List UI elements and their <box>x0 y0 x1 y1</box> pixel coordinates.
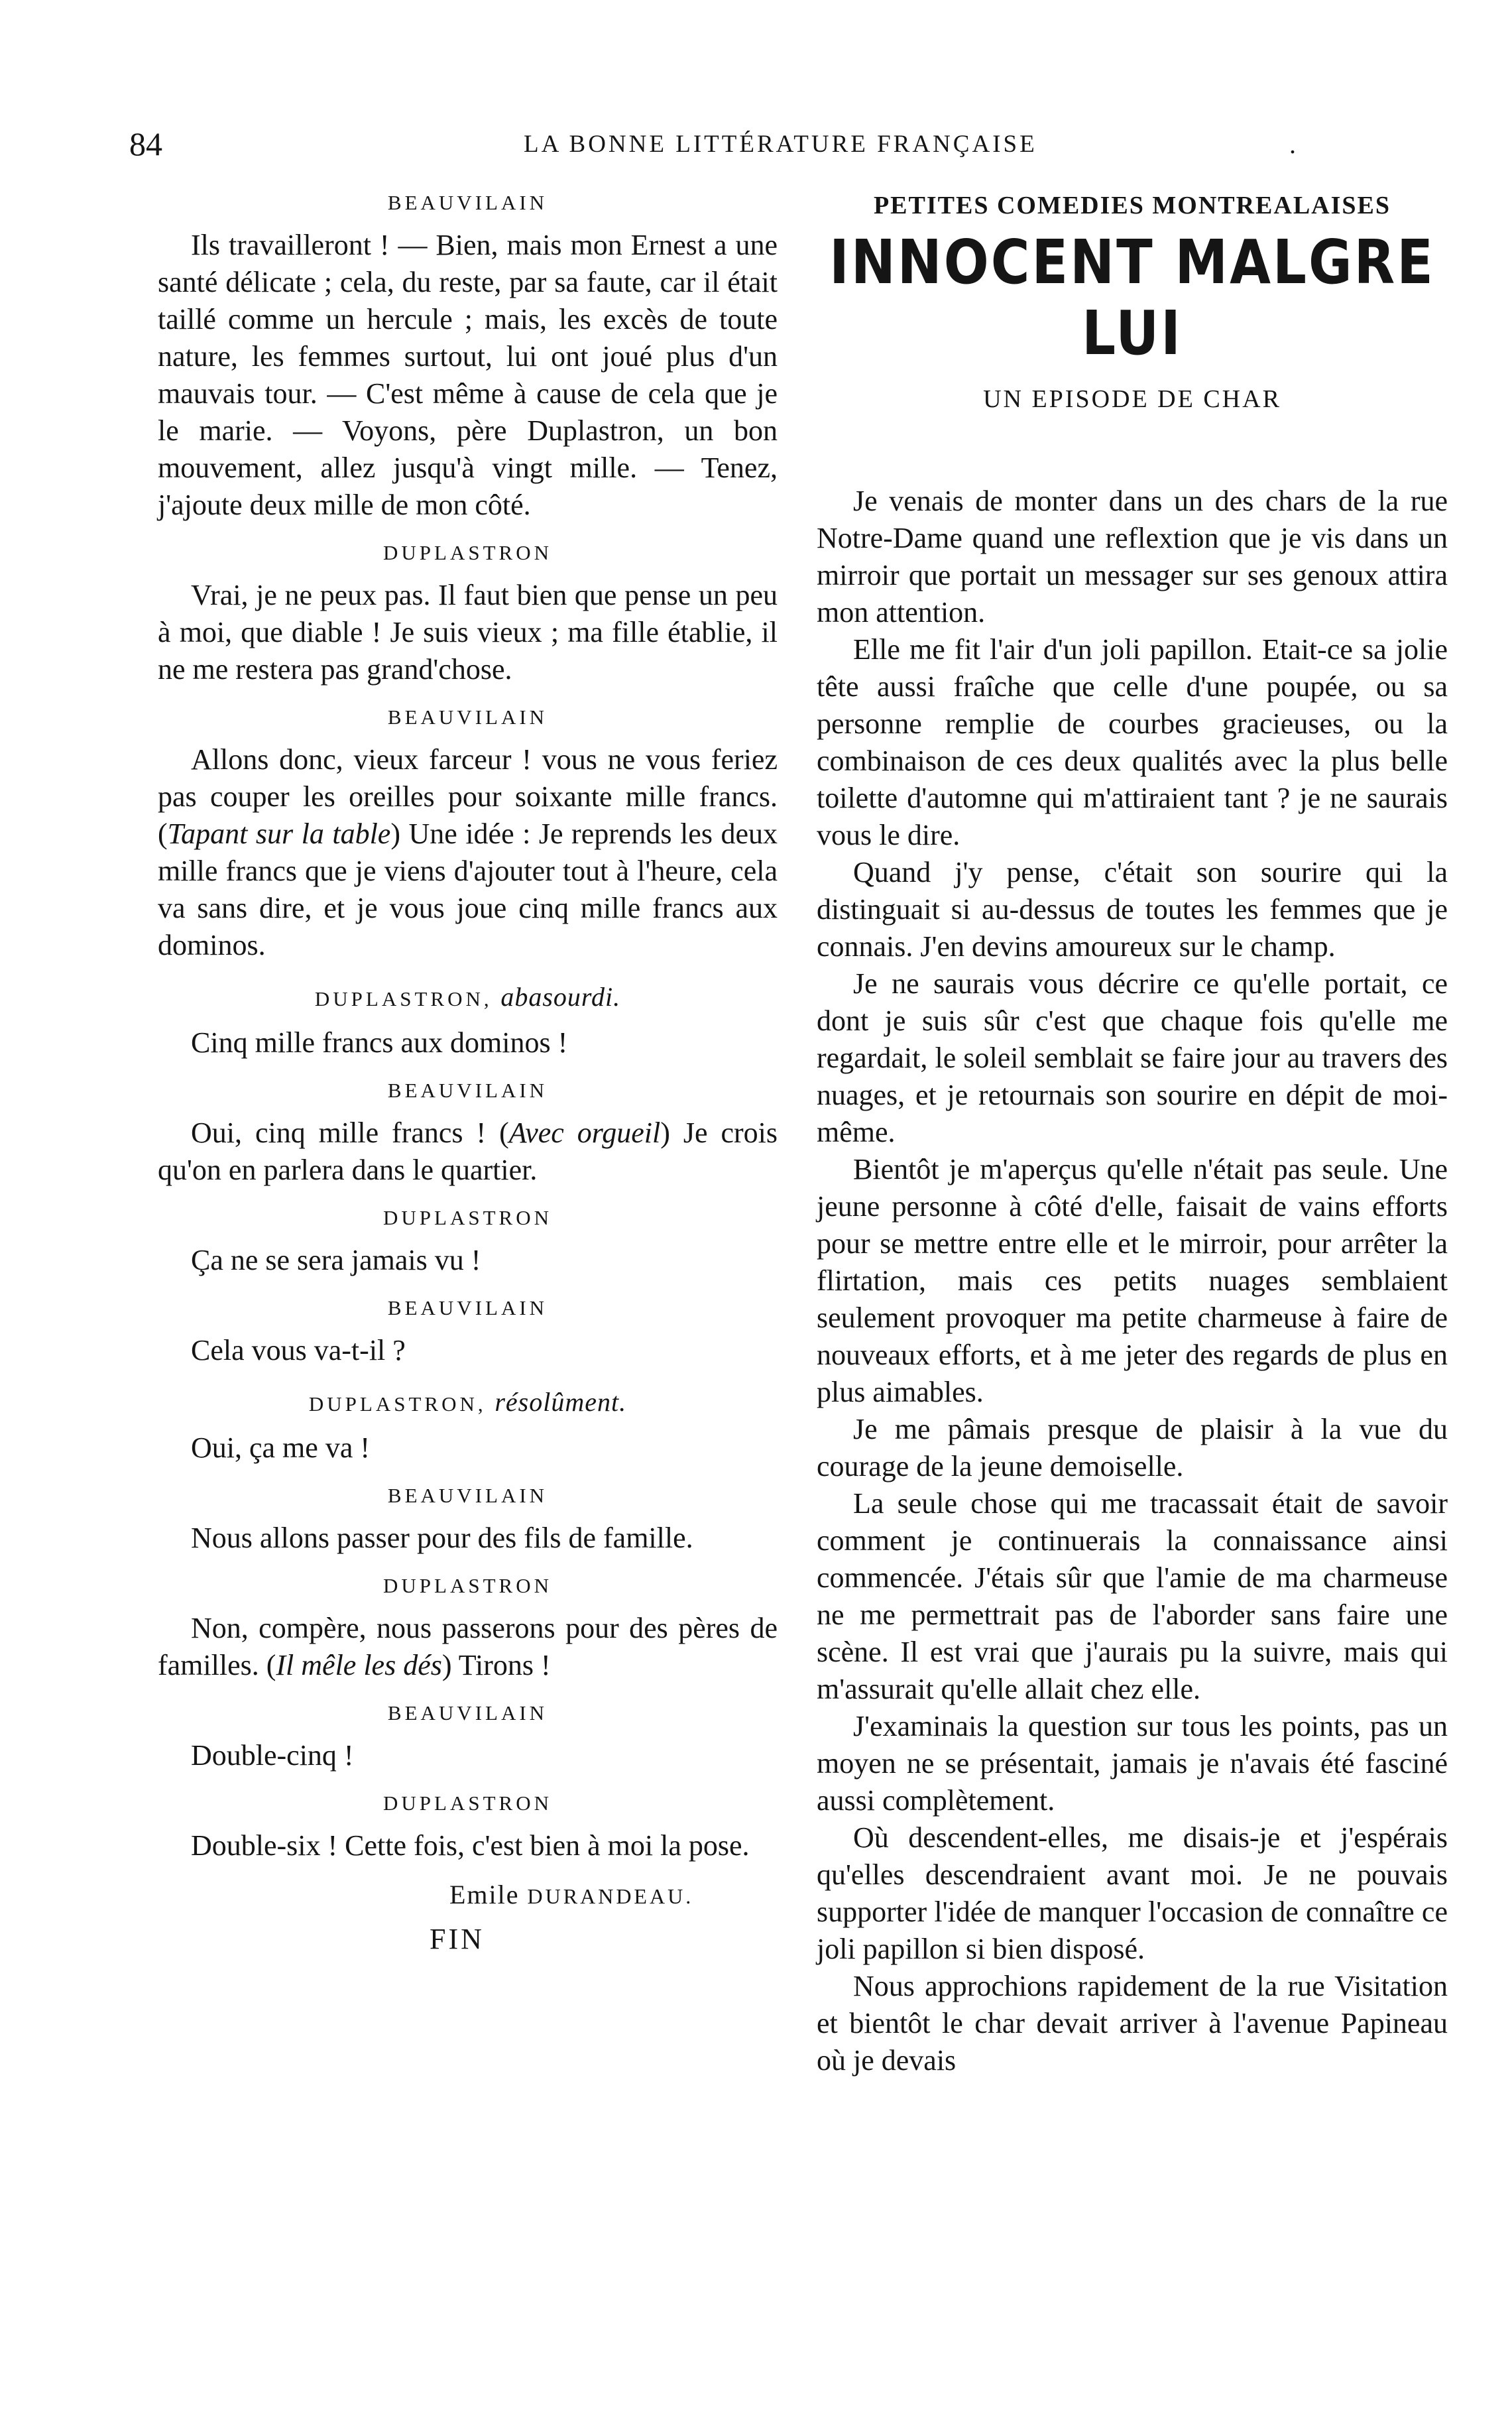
speech-text: Double-cinq ! <box>191 1739 354 1772</box>
paragraph: Bientôt je m'aperçus qu'elle n'était pas seule. Une jeune personne à côté d'elle, faisait de vains efforts pour se mettre entre elle et le mirroir, pour arrêter la flirtation, mais ces petits nuages semblaient seulement provoquer ma petite charmeuse à faire de nouveaux efforts, et à me jeter des regards de plus en plus aimables. <box>817 1153 1448 1408</box>
stage-direction: résolûment. <box>494 1387 627 1417</box>
paragraph: Je me pâmais presque de plaisir à la vue du courage de la jeune demoiselle. <box>817 1413 1448 1482</box>
speaker-label: BEAUVILAIN <box>387 1079 548 1102</box>
page-number: 84 <box>129 125 162 162</box>
paragraph: J'examinais la question sur tous les points, pas un moyen ne se présentait, jamais je n'avais été fasciné aussi complètement. <box>817 1710 1448 1817</box>
speech-text: Cinq mille francs aux dominos ! <box>191 1026 568 1059</box>
speaker-label: BEAUVILAIN <box>387 1484 548 1507</box>
speech-text: Cela vous va-t-il ? <box>191 1334 406 1366</box>
stage-direction: abasourdi. <box>500 982 621 1012</box>
header-dot: . <box>1289 129 1296 159</box>
page-header <box>129 125 1438 164</box>
story-body <box>817 483 1448 2079</box>
left-column <box>158 191 778 1956</box>
speech-text: Oui, cinq mille francs ! (Avec orgueil) Je crois qu'on en parlera dans le quartier. <box>158 1117 778 1186</box>
paragraph: Où descendent-elles, me disais-je et j'espérais qu'elles descendraient avant moi. Je ne pouvais supporter l'idée de manquer l'occasion de connaître ce joli papillon si bien disposé. <box>817 1821 1448 1965</box>
speech-text: Allons donc, vieux farceur ! vous ne vous feriez pas couper les oreilles pour soixante mille francs. (Tapant sur la table) Une idée : Je reprends les deux mille francs que je viens d'ajouter tout à l'heure, cela va sans dire, et je vous joue cinq mille francs aux dominos. <box>158 743 778 961</box>
stage-direction: Tapant sur la table <box>167 817 391 850</box>
speaker-label: BEAUVILAIN <box>387 1701 548 1724</box>
speaker-label: BEAUVILAIN <box>387 191 548 214</box>
paragraph: La seule chose qui me tracassait était de savoir comment je continuerais la connaissance ainsi commencée. J'étais sûr que l'amie de ma charmeuse ne me permettrait pas de l'aborder sans faire une scène. Il est vrai que j'aurais pu la suivre, mais qui m'assurait qu'elle allait chez elle. <box>817 1487 1448 1705</box>
speaker-label: DUPLASTRON <box>383 1791 552 1815</box>
story-subtitle: UN EPISODE DE CHAR <box>983 385 1281 413</box>
speech-text: Oui, ça me va ! <box>191 1431 370 1464</box>
speaker-label: DUPLASTRON, abasourdi. <box>314 982 621 1012</box>
speaker-label: DUPLASTRON <box>383 1206 552 1229</box>
paragraph: Elle me fit l'air d'un joli papillon. Etait-ce sa jolie tête aussi fraîche que celle d'une poupée, ou sa personne remplie de courbes gracieuses, ou la combinaison de ces deux qualités avec la plus belle toilette d'automne qui m'attiraient tant ? je ne saurais vous le dire. <box>817 633 1448 851</box>
speaker-label: DUPLASTRON, résolûment. <box>308 1387 627 1417</box>
paragraph: Je venais de monter dans un des chars de la rue Notre-Dame quand une reflextion que je vis dans un mirroir que portait un messager sur ses genoux attira mon attention. <box>817 485 1448 629</box>
stage-direction: Avec orgueil <box>508 1117 661 1149</box>
speaker-label: BEAUVILAIN <box>387 1296 548 1319</box>
right-column <box>817 191 1448 2079</box>
paragraph: Quand j'y pense, c'était son sourire qui la distinguait si au-dessus de toutes les femmes que je connais. J'en devins amoureux sur le champ. <box>817 856 1448 963</box>
speech-text: Double-six ! Cette fois, c'est bien à moi la pose. <box>191 1829 750 1862</box>
speech-text: Non, compère, nous passerons pour des pères de familles. (Il mêle les dés) Tirons ! <box>158 1612 778 1681</box>
author-signature: Emile DURANDEAU. <box>449 1880 694 1909</box>
running-head: LA BONNE LITTÉRATURE FRANÇAISE <box>524 131 1037 158</box>
speech-text: Vrai, je ne peux pas. Il faut bien que pense un peu à moi, que diable ! Je suis vieux ; ma fille établie, il ne me restera pas grand'chose. <box>158 579 778 686</box>
speaker-label: BEAUVILAIN <box>387 705 548 729</box>
paragraph: Je ne saurais vous décrire ce qu'elle portait, ce dont je suis sûr c'est que chaque fois qu'elle me regardait, le soleil semblait se faire jour au travers des nuages, et je retournais son sourire en dépit de moi-même. <box>817 967 1448 1148</box>
story-title: INNOCENT MALGRE LUI <box>829 227 1435 369</box>
series-title: PETITES COMEDIES MONTREALAISES <box>873 192 1391 219</box>
stage-direction: Il mêle les dés <box>276 1649 442 1681</box>
end-marker: FIN <box>430 1923 485 1955</box>
paragraph: Nous approchions rapidement de la rue Visitation et bientôt le char devait arriver à l'avenue Papineau où je devais <box>817 1970 1448 2077</box>
speaker-label: DUPLASTRON <box>383 541 552 564</box>
speech-text: Ça ne se sera jamais vu ! <box>191 1244 481 1276</box>
speech-text: Ils travailleront ! — Bien, mais mon Ernest a une santé délicate ; cela, du reste, par sa faute, car il était taillé comme un hercule ; mais, les excès de toute nature, les femmes surtout, lui ont joué plus d'un mauvais tour. — C'est même à cause de cela que je le marie. — Voyons, père Duplastron, un bon mouvement, allez jusqu'à vingt mille. — Tenez, j'ajoute deux mille de mon côté. <box>158 229 778 521</box>
speaker-label: DUPLASTRON <box>383 1574 552 1597</box>
speech-text: Nous allons passer pour des fils de famille. <box>191 1522 693 1554</box>
